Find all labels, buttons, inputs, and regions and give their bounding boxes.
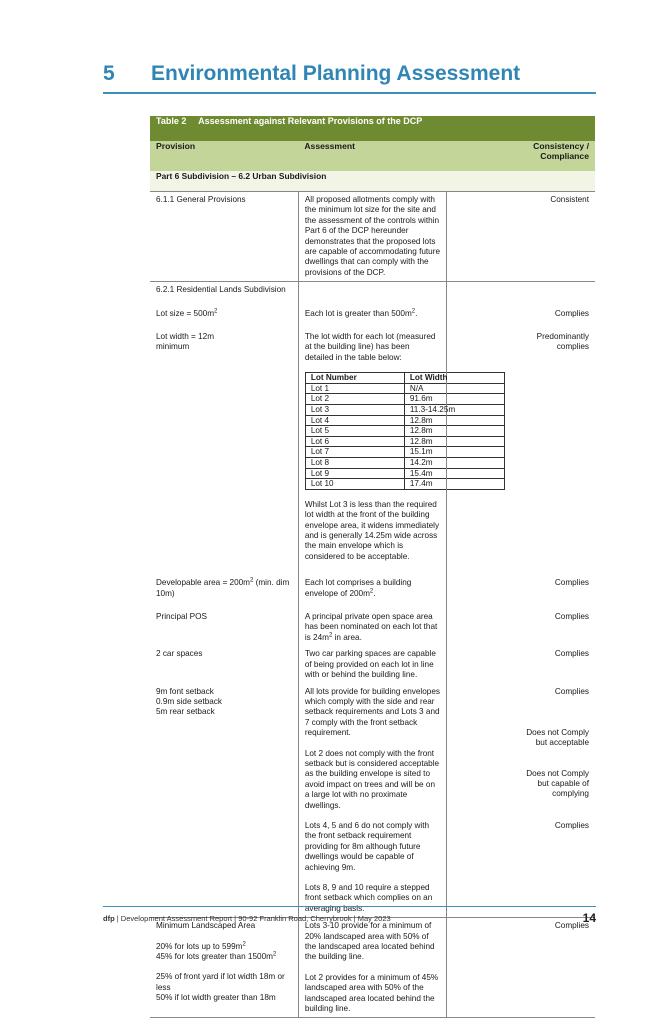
table-row: 6.2.1 Residential Lands Subdivision — [150, 282, 595, 306]
lot-width-table: Lot Number Lot Width Lot 1 N/A Lot 2 91.6m Lot 3 11.3-14.25m Lot 4 12.8m Lot 5 12.8m Lot 6 12.8m Lot 7 15.1m Lot 8 14.2m Lot 9 15.4m Lot 10 17.4m — [305, 372, 505, 490]
col-consistency: Consistency / Compliance — [447, 141, 595, 171]
section-row: Part 6 Subdivision – 6.2 Urban Subdivision — [150, 171, 595, 192]
table-row: Lot width = 12m minimum The lot width for each lot (measured at the building line) has been detailed in the table below: Lot Number Lot Width Lot 1 N/A Lot 2 91.6m Lot 3 11.3-14.25m Lot 4 12.8m Lot 5 12.8m Lot 6 12.8m Lot 7 15.1m Lot 8 14.2m Lot 9 15.4m Lot 10 17.4m Whilst Lot 3 is less than the required lot width at the front of the building envelope area, it widens immediately and is generally 14.25m wide across the main envelope which is considered to be acceptable. Predominantly complies — [150, 329, 595, 575]
table-number: Table 2 — [156, 116, 187, 126]
lot-row: Lot 10 17.4m — [305, 479, 504, 490]
dcp-assessment-table — [150, 116, 595, 1018]
lot-row: Lot 4 12.8m — [305, 415, 504, 426]
section-heading — [103, 62, 596, 94]
table-title-row — [150, 116, 595, 141]
table-row: Minimum Landscaped Area 20% for lots up to $599m^2$ 45% for lots greater than $1500m^2$ 25% of front yard if lot width 18m or less 50% if lot width greater than 18m Lots 3-10 provide for a minimum of 20% landscaped area with 50% of the landscaped area located behind the building line. Lot 2 provides for a minimum of 45% landscaped area with 50% of the landscaped area located behind the building line. Complies — [150, 918, 595, 1018]
table-row: Developable area = $200m^2$ (min. dim 10m) Each lot comprises a building envelope of $200m^2$. Complies — [150, 575, 595, 609]
section-title: Environmental Planning Assessment — [151, 62, 521, 85]
column-header-row — [150, 141, 595, 171]
footer-text: | Development Assessment Report | 90-92 Franklin Road, Cherrybrook | May 2023 — [116, 914, 391, 923]
table-row: Principal POS A principal private open space area has been nominated on each lot that is $24m^2$ in area. Complies — [150, 609, 595, 646]
col-assessment: Assessment — [298, 141, 446, 171]
lot-row: Lot 6 12.8m — [305, 436, 504, 447]
page-footer — [103, 906, 596, 923]
table-row: 9m font setback 0.9m side setback 5m rear setback All lots provide for building envelopes which comply with the side and rear setback requirements and Lots 3 and 7 comply with the front setback requirement. Lot 2 does not comply with the front setback but is considered acceptable as the building envelope is sited to avoid impact on trees and will be on a large lot with no proximate dwellings. Lots 4, 5 and 6 do not comply with the front setback requirement providing for 8m although future dwellings would be capable of achieving 9m. Lots 8, 9 and 10 require a stepped front setback which complies on an averaging basis. Complies Does not Comply but acceptable Does not Comply but capable of complying Complies — [150, 684, 595, 918]
footer-brand: dfp — [103, 914, 115, 923]
table-title: Assessment against Relevant Provisions of the DCP — [198, 116, 423, 126]
table-row: 2 car spaces Two car parking spaces are capable of being provided on each lot in line with or behind the building line. Complies — [150, 646, 595, 683]
lot-row: Lot 2 91.6m — [305, 394, 504, 405]
table-row: Lot size = $500m^2$ Each lot is greater than $500m^2$. Complies — [150, 306, 595, 329]
lot-row: Lot 9 15.4m — [305, 468, 504, 479]
lot-row: Lot 8 14.2m — [305, 458, 504, 469]
lot-row: Lot 5 12.8m — [305, 426, 504, 437]
table-row: 6.1.1 General Provisions All proposed allotments comply with the minimum lot size for the site and the assessment of the controls within Part 6 of the DCP hereunder demonstrates that the proposed lots are capable of accommodating future dwellings that can comply with the provisions of the DCP. Consistent — [150, 192, 595, 282]
lot-row: Lot 1 N/A — [305, 383, 504, 394]
lot-row: Lot 7 15.1m — [305, 447, 504, 458]
page-number: 14 — [582, 911, 596, 925]
section-number: 5 — [103, 62, 115, 85]
lot-row: Lot 3 11.3-14.25m — [305, 405, 504, 416]
col-provision: Provision — [150, 141, 298, 171]
